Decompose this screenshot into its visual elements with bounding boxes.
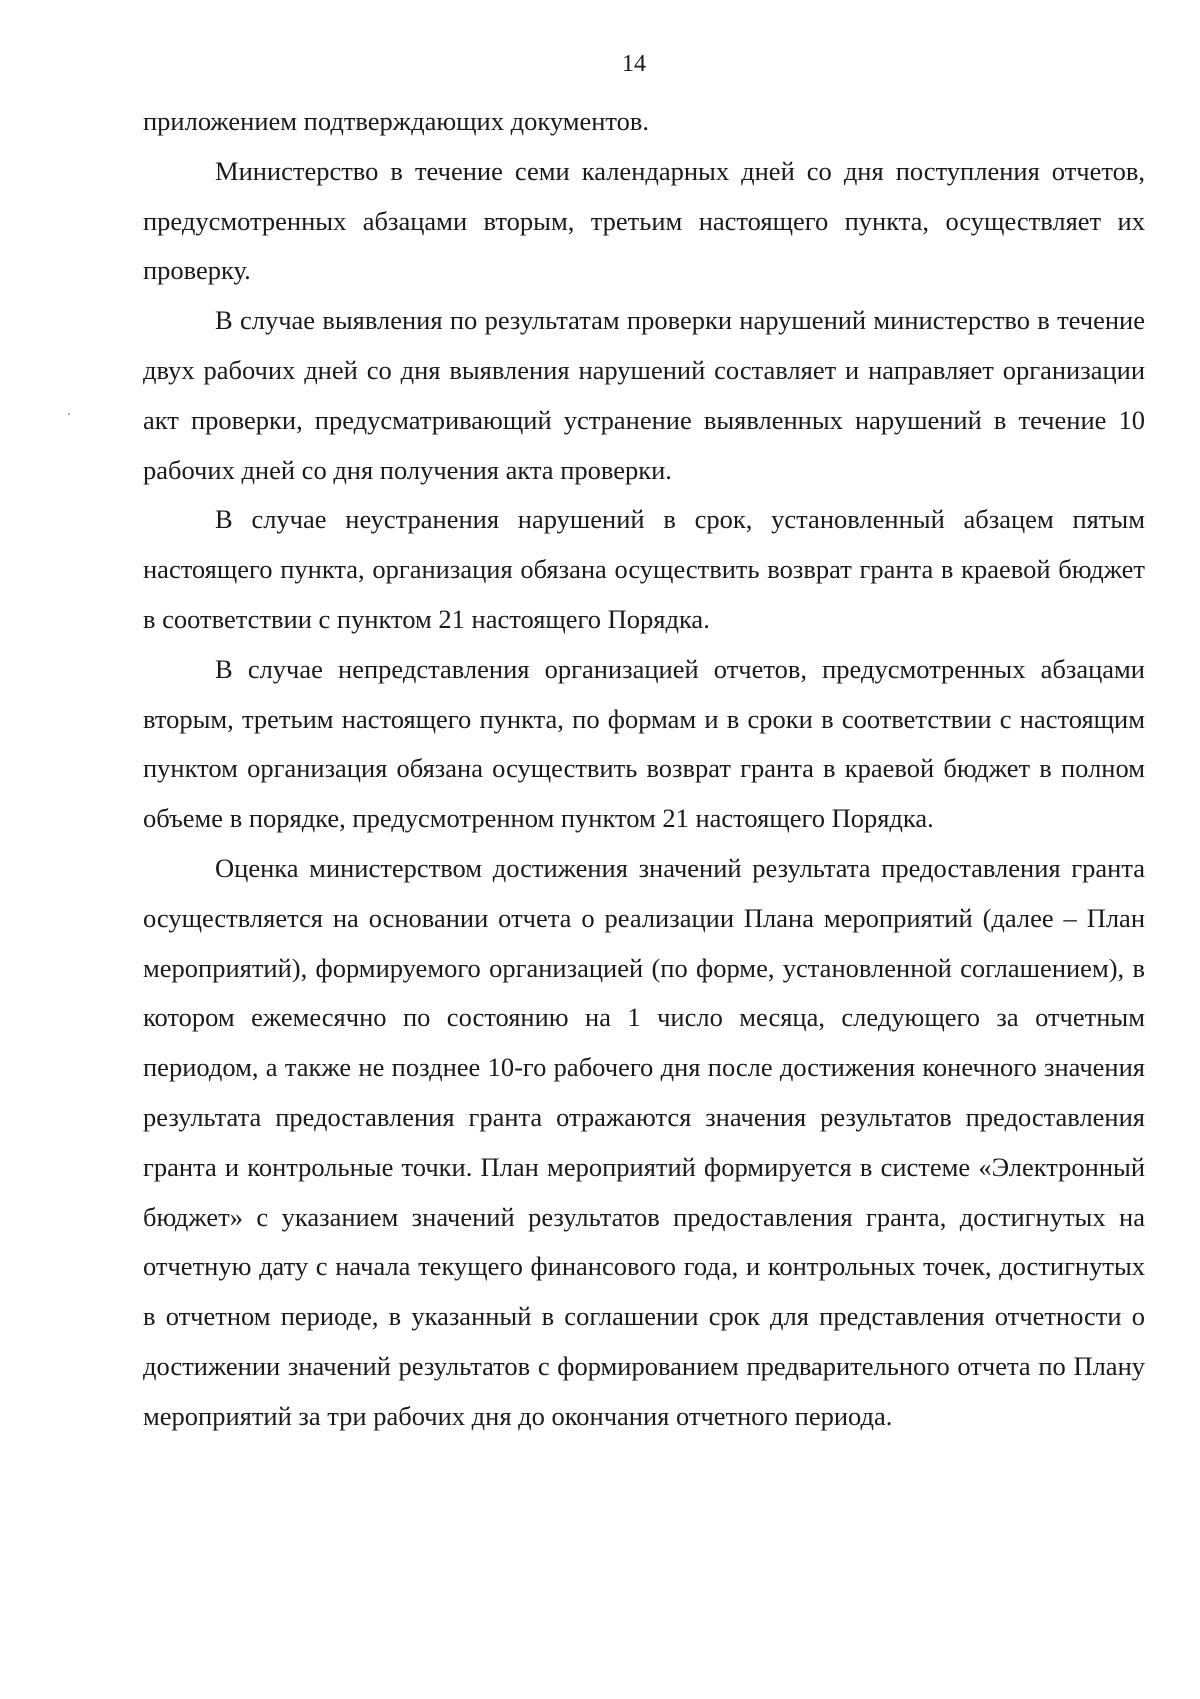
paragraph: В случае непредставления организацией отчетов, предусмотренных абзацами вторым, третьим настоящего пункта, по формам и в сроки в соответствии с настоящим пунктом организация обязана осуществить возврат гранта в краевой бюджет в полном объеме в порядке, предусмотренном пунктом 21 настоящего Порядка. [143, 653, 1145, 834]
page-number: 14 [622, 51, 646, 77]
document-body [143, 97, 1145, 1442]
paragraph: Оценка министерством достижения значений результата предоставления гранта осуществляется на основании отчета о реализации Плана мероприятий (далее – План мероприятий), формируемого организацией (по форме, установленной соглашением), в котором ежемесячно по состоянию на 1 число месяца, следующего за отчетным периодом, а также не позднее 10-го рабочего дня после достижения конечного значения результата предоставления гранта отражаются значения результатов предоставления гранта и контрольные точки. План мероприятий формируется в системе «Электронный бюджет» с указанием значений результатов предоставления гранта, достигнутых на отчетную дату с начала текущего финансового года, и контрольных точек, достигнутых в отчетном периоде, в указанный в соглашении срок для представления отчетности о достижении значений результатов с формированием предварительного отчета по Плану мероприятий за три рабочих дня до окончания отчетного периода. [143, 852, 1145, 1431]
paragraph: Министерство в течение семи календарных дней со дня поступления отчетов, предусмотренных абзацами вторым, третьим настоящего пункта, осуществляет их проверку. [143, 155, 1145, 286]
paragraph: В случае неустранения нарушений в срок, установленный абзацем пятым настоящего пункта, организация обязана осуществить возврат гранта в краевой бюджет в соответствии с пунктом 21 настоящего Порядка. [143, 504, 1145, 634]
paragraph-continuation: приложением подтверждающих документов. [143, 106, 650, 136]
scan-speck [68, 413, 70, 415]
paragraph: В случае выявления по результатам проверки нарушений министерство в течение двух рабочих дней со дня выявления нарушений составляет и направляет организации акт проверки, предусматривающий устранение выявленных нарушений в течение 10 рабочих дней со дня получения акта проверки. [143, 305, 1145, 485]
